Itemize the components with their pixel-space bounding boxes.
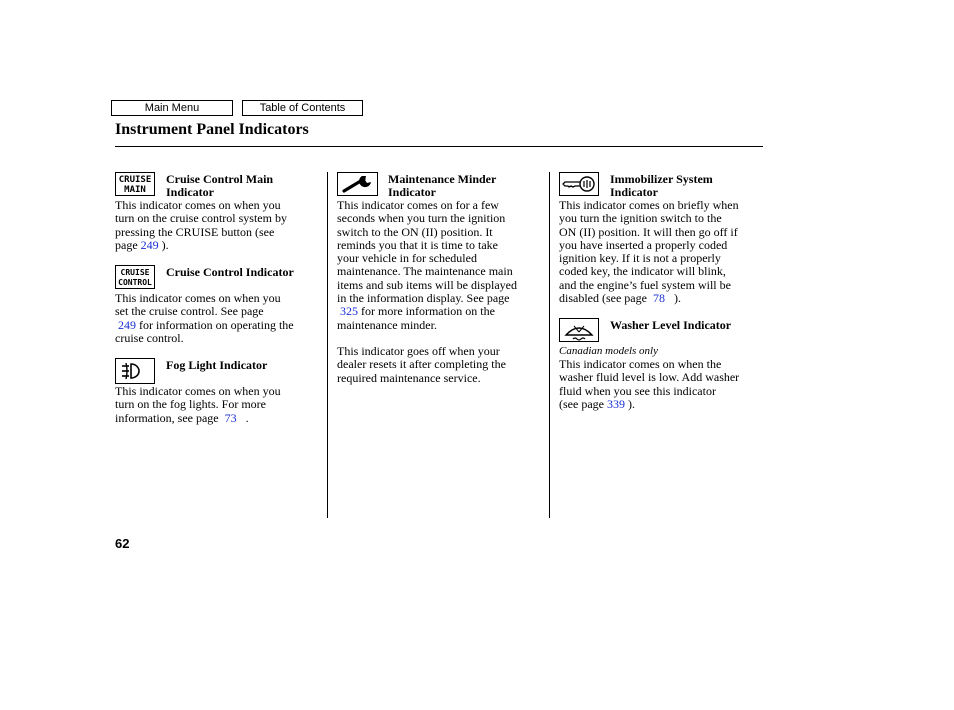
cruise-main-icon [115,172,155,196]
maintenance-minder-text-2: This indicator goes off when your dealer resets it after completing the required maintenance service. [337,344,506,385]
page-link-78[interactable]: 78 [652,291,665,306]
cruise-main-icon-text: CRUISE [118,175,152,185]
immobilizer-text: This indicator comes on briefly when you turn the ignition switch to the ON (II) position. It will then go off if you have inserted a properly coded ignition key. If it is not a properly coded key, the indicator will blink, and the engine’s fuel system will be disabled (see page 78 ). [559,198,739,306]
maintenance-minder-heading: Maintenance Minder Indicator [388,172,497,199]
main-menu-button[interactable]: Main Menu [111,100,233,116]
cruise-main-text: This indicator comes on when you turn on the cruise control system by pressing the CRUISE button (see page 249 ). [115,198,287,252]
canadian-models-note: Canadian models only [559,345,658,357]
maintenance-minder-text: This indicator comes on for a few seconds when you turn the ignition switch to the ON (II) position. It reminds you that it is time to take your vehicle in for scheduled maintenance. The maintenance main items and sub items will be displayed in the information display. See page 325 for more information on the maintenance minder. [337,198,517,332]
fog-light-heading: Fog Light Indicator [166,358,268,372]
washer-level-heading: Washer Level Indicator [610,318,732,332]
page-title: Instrument Panel Indicators [115,121,309,138]
page-link-249b[interactable]: 249 [118,317,136,332]
page-link-339[interactable]: 339 [606,396,625,411]
page-link-73[interactable]: 73 [224,410,237,425]
title-divider [115,146,763,147]
cruise-main-heading: Cruise Control Main Indicator [166,172,274,199]
immobilizer-heading: Immobilizer System Indicator [610,172,713,199]
washer-fluid-icon [559,318,599,342]
column-divider-2 [549,172,550,518]
table-of-contents-button[interactable]: Table of Contents [242,100,363,116]
immobilizer-key-icon [559,172,599,196]
column-divider-1 [327,172,328,518]
page-link-249[interactable]: 249 [140,237,159,252]
cruise-control-icon: CRUISE CONTROL [115,265,155,289]
cruise-main-icon-text-2: MAIN [124,185,146,195]
cruise-indicator-heading: Cruise Control Indicator [166,265,294,279]
page-link-325[interactable]: 325 [340,304,358,319]
cruise-indicator-text: This indicator comes on when you set the cruise control. See page 249 for information on operating the cruise control. [115,291,294,345]
page-number: 62 [115,536,130,551]
fog-light-text: This indicator comes on when you turn on the fog lights. For more information, see page 73 . [115,384,281,425]
washer-level-text: This indicator comes on when the washer fluid level is low. Add washer fluid when you see this indicator (see page 339 ). [559,357,740,411]
fog-light-icon [115,358,155,384]
wrench-icon [337,172,378,196]
